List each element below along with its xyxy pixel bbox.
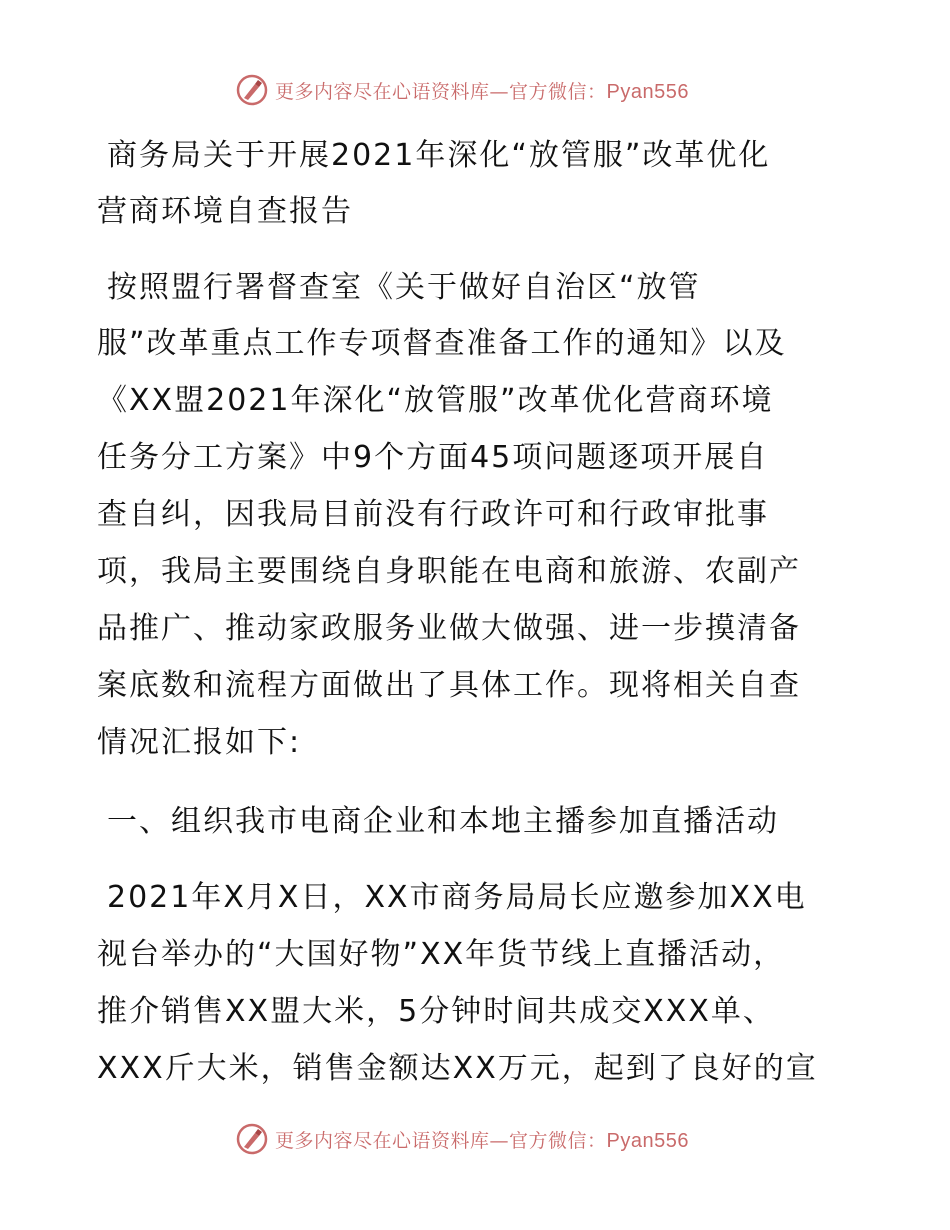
watermark-header xyxy=(235,72,755,108)
intro-line-1: 按照盟行署督查室《关于做好自治区“放管 xyxy=(107,270,701,305)
section-1-line-1: 2021年X月X日，XX市商务局局长应邀参加XX电 xyxy=(107,880,807,915)
section-1-heading: 一、组织我市电商企业和本地主播参加直播活动 xyxy=(107,804,779,839)
intro-line-3: 《XX盟2021年深化“放管服”改革优化营商环境 xyxy=(97,383,774,418)
watermark-footer xyxy=(235,1121,755,1157)
intro-line-6: 项，我局主要围绕自身职能在电商和旅游、农副产 xyxy=(97,554,801,589)
pen-logo-icon xyxy=(235,73,269,107)
intro-line-9: 情况汇报如下: xyxy=(97,725,302,760)
intro-line-5: 查自纠，因我局目前没有行政许可和行政审批事 xyxy=(97,497,769,532)
pen-logo-icon xyxy=(235,1122,269,1156)
intro-line-2: 服”改革重点工作专项督查准备工作的通知》以及 xyxy=(97,326,787,361)
section-1-line-4: XXX斤大米，销售金额达XX万元，起到了良好的宣 xyxy=(97,1051,818,1086)
intro-line-8: 案底数和流程方面做出了具体工作。现将相关自查 xyxy=(97,668,801,703)
title-line-1: 商务局关于开展2021年深化“放管服”改革优化 xyxy=(107,138,771,173)
intro-line-7: 品推广、推动家政服务业做大做强、进一步摸清备 xyxy=(97,611,801,646)
section-1-line-2: 视台举办的“大国好物”XX年货节线上直播活动， xyxy=(97,937,786,972)
section-1-line-3: 推介销售XX盟大米，5分钟时间共成交XXX单、 xyxy=(97,994,775,1029)
title-line-2: 营商环境自查报告 xyxy=(97,194,353,229)
intro-line-4: 任务分工方案》中9个方面45项问题逐项开展自 xyxy=(97,440,769,475)
watermark-text: 更多内容尽在心语资料库—官方微信：Pyan556 xyxy=(275,80,689,103)
watermark-text: 更多内容尽在心语资料库—官方微信：Pyan556 xyxy=(275,1129,689,1152)
